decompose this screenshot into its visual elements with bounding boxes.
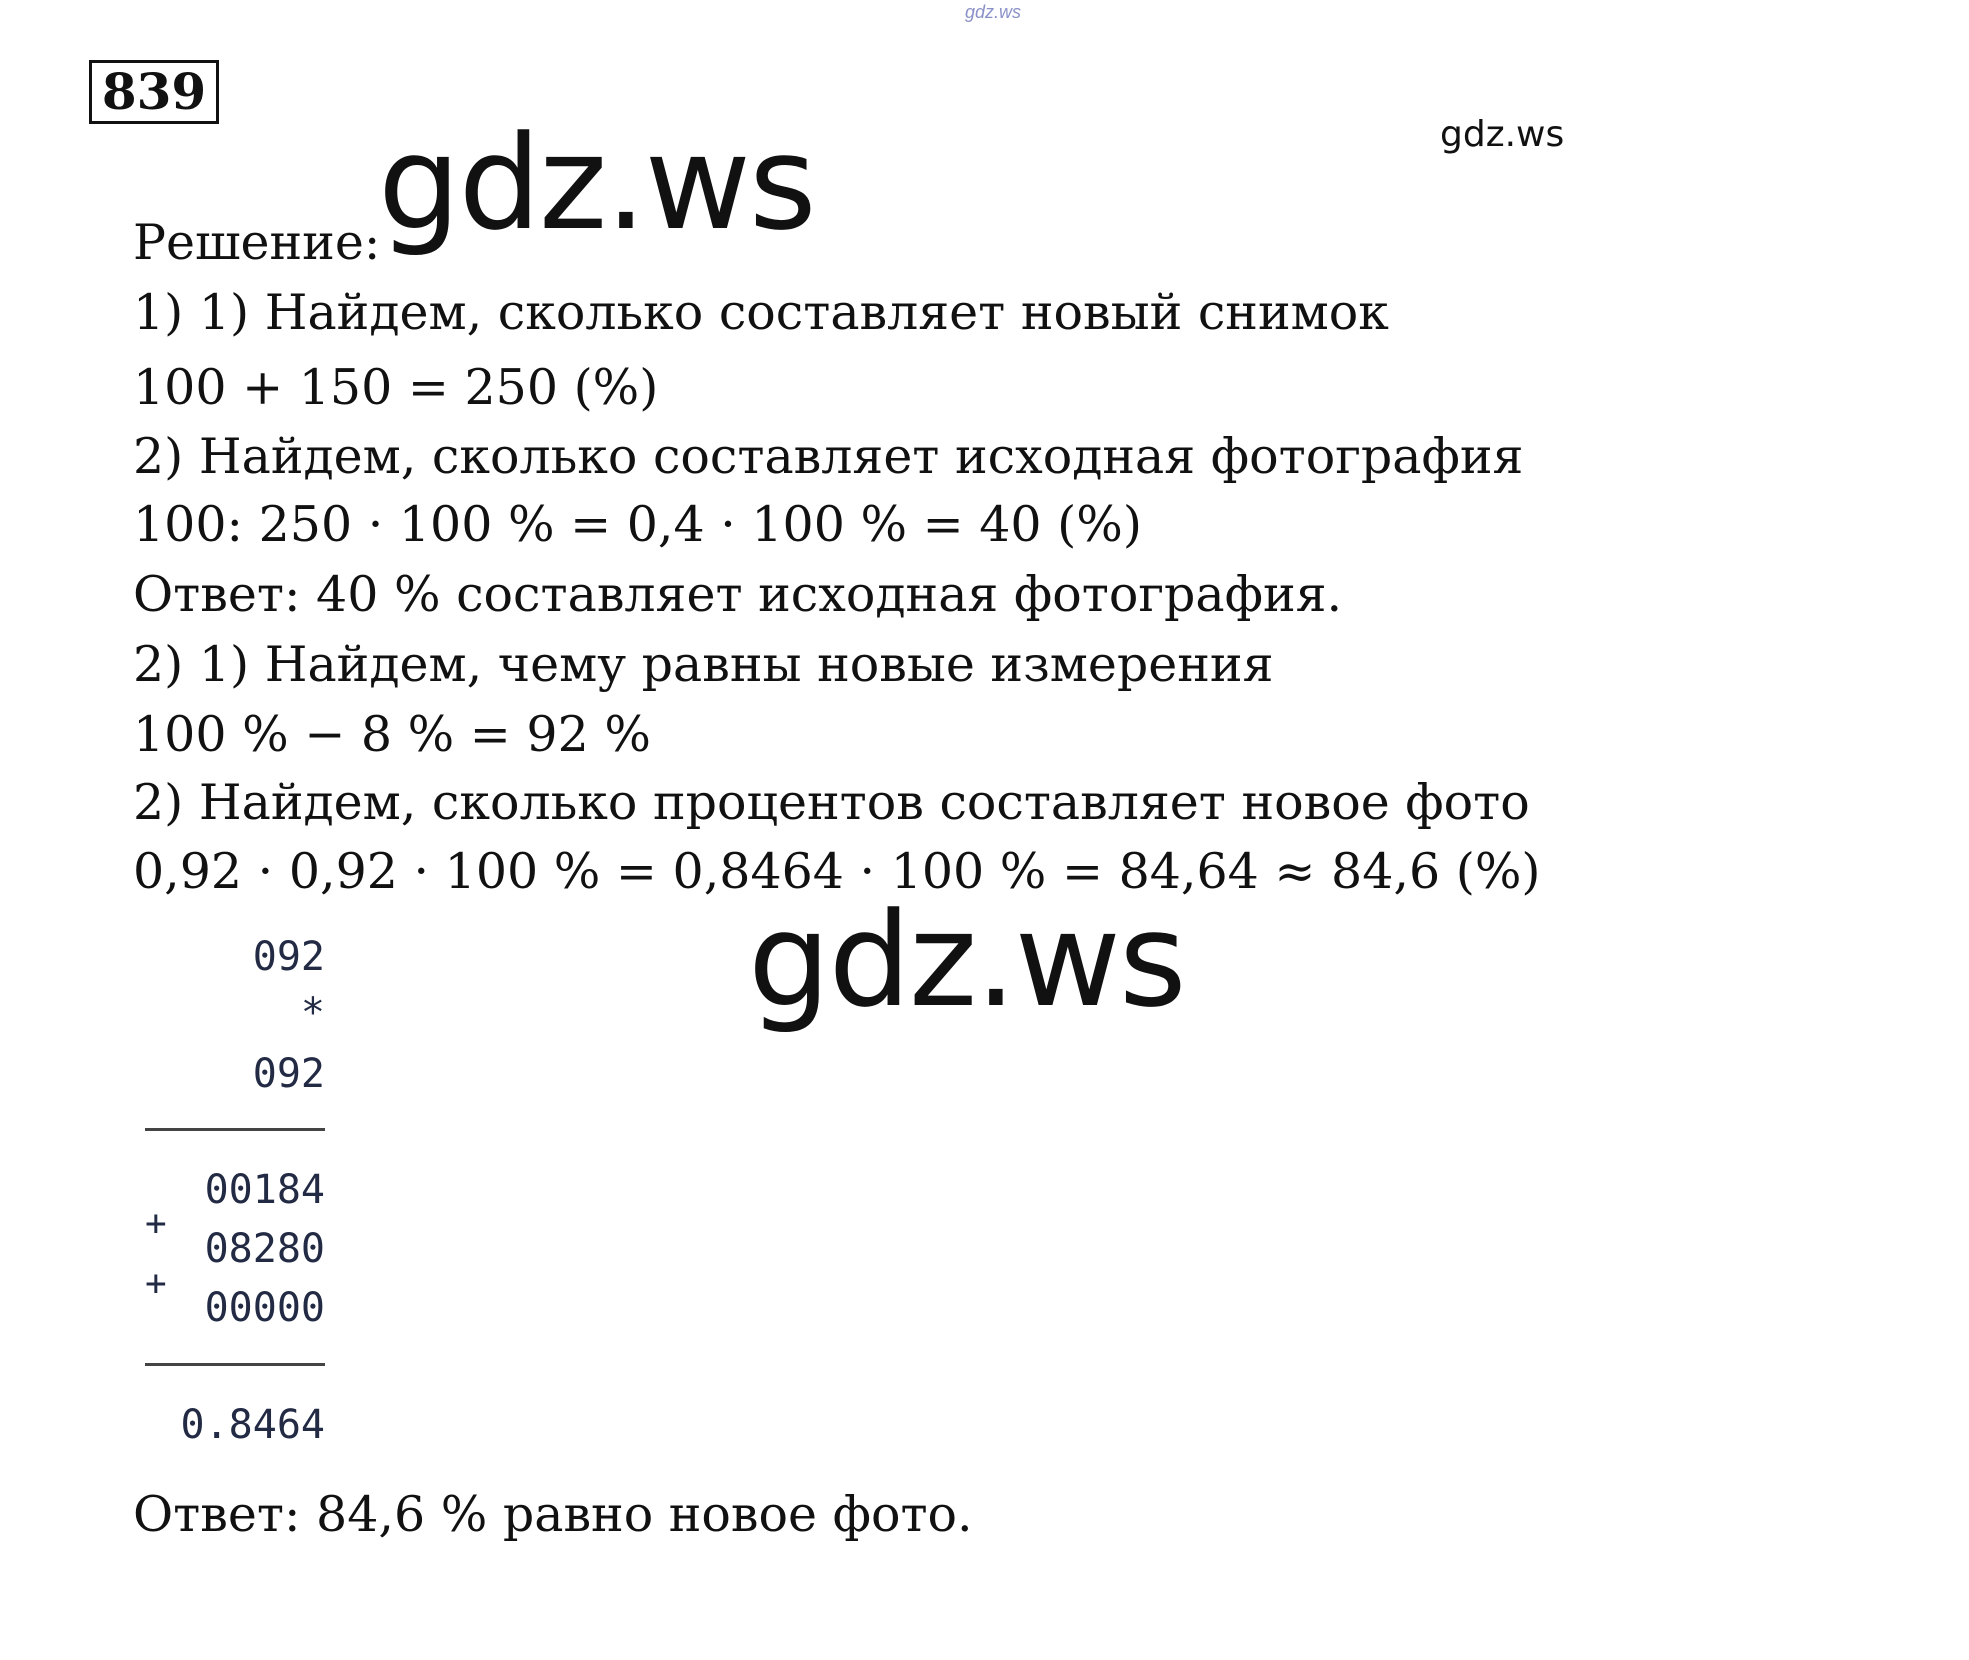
multiplication-rule-bottom — [145, 1363, 325, 1366]
corner-watermark: gdz.ws — [1440, 114, 1565, 155]
watermark-large-top: gdz.ws — [378, 107, 815, 259]
final-answer: Ответ: 84,6 % равно новое фото. — [133, 1486, 973, 1543]
solution-line-4: 100: 250 · 100 % = 0,4 · 100 % = 40 (%) — [133, 496, 1142, 553]
multiplication-result: 0.8464 — [180, 1402, 325, 1448]
multiplication-operator: * — [300, 990, 325, 1036]
top-watermark: gdz.ws — [965, 2, 1022, 22]
problem-number-box: 839 — [89, 60, 219, 124]
solution-line-2: 100 + 150 = 250 (%) — [133, 359, 659, 416]
solution-line-1: 1) 1) Найдем, сколько составляет новый снимок — [133, 284, 1389, 341]
solution-line-9: 0,92 · 0,92 · 100 % = 0,8464 · 100 % = 84,64 ≈ 84,6 (%) — [133, 843, 1541, 900]
plus-sign-1: + — [145, 1203, 167, 1244]
partial-product-2: 08280 — [204, 1226, 325, 1272]
solution-line-3: 2) Найдем, сколько составляет исходная фотография — [133, 428, 1524, 485]
partial-product-3: 00000 — [204, 1285, 325, 1331]
solution-heading: Решение: — [133, 214, 381, 271]
partial-product-1: 00184 — [204, 1167, 325, 1213]
solution-line-5: Ответ: 40 % составляет исходная фотография. — [133, 566, 1343, 623]
multiplication-operand-1: 092 — [252, 934, 325, 980]
watermark-large-middle: gdz.ws — [748, 884, 1185, 1036]
solution-line-8: 2) Найдем, сколько процентов составляет новое фото — [133, 774, 1530, 831]
solution-line-7: 100 % − 8 % = 92 % — [133, 706, 651, 763]
multiplication-rule-top — [145, 1128, 325, 1131]
multiplication-operand-2: 092 — [252, 1051, 325, 1097]
plus-sign-2: + — [145, 1263, 167, 1304]
solution-line-6: 2) 1) Найдем, чему равны новые измерения — [133, 636, 1274, 693]
